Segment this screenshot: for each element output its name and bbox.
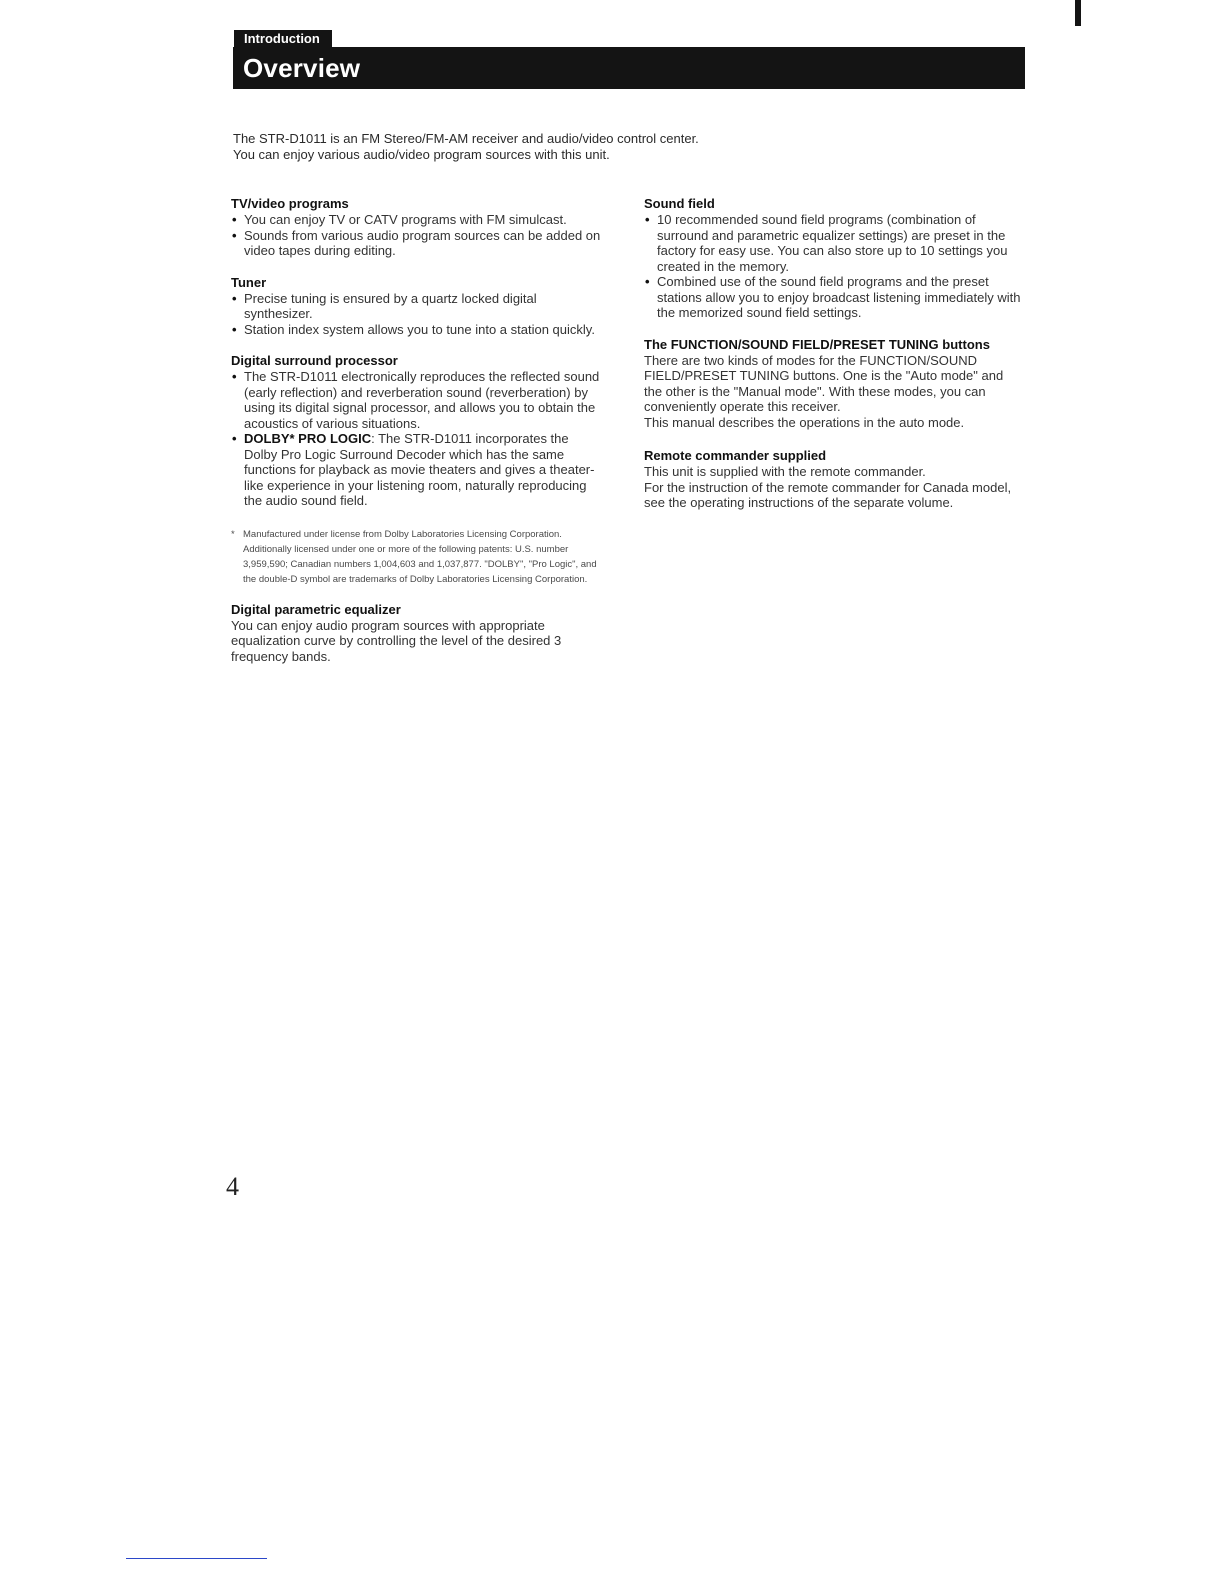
section-tab: Introduction: [234, 30, 332, 48]
list-item: • 10 recommended sound field programs (combination of surround and parametric equalizer settings) are preset in the factory for easy use. You can also store up to 10 settings you created in the memory.: [644, 212, 1024, 274]
bottom-rule: [126, 1558, 267, 1559]
list-item: • Station index system allows you to tune into a station quickly.: [231, 322, 601, 338]
list-item: • The STR-D1011 electronically reproduces the reflected sound (early reflection) and reverberation sound (reverberation) by using its digital signal processor, and allows you to obtain the acoustics of various situations.: [231, 369, 601, 431]
list-digital-surround: [231, 369, 601, 509]
heading-sound-field: Sound field: [644, 196, 715, 211]
footnote: [231, 527, 601, 588]
footnote-text: Manufactured under license from Dolby Laboratories Licensing Corporation. Additionally licensed under one or more of the following patents: U.S. number 3,959,590; Canadian numbers 1,004,603 and 1,037,877. "DOLBY", "Pro Logic", and the double-D symbol are trademarks of Dolby Laboratories Licensing Corporation.: [243, 528, 597, 586]
list-item: • Precise tuning is ensured by a quartz locked digital synthesizer.: [231, 291, 601, 322]
dolby-pro-logic-text: : The STR-D1011 incorporates the Dolby Pro Logic Surround Decoder which has the same functions for playback as movie theaters and gives a theater-like experience in your listening room, naturally reproducing the audio sound field.: [244, 431, 595, 508]
section-tuner: [231, 275, 601, 338]
heading-function-buttons: The FUNCTION/SOUND FIELD/PRESET TUNING buttons: [644, 336, 990, 352]
heading-tv-video: TV/video programs: [231, 196, 349, 211]
intro-line-2: You can enjoy various audio/video program sources with this unit.: [233, 147, 610, 162]
heading-remote: Remote commander supplied: [644, 448, 827, 463]
header-bar: [233, 47, 1025, 89]
section-remote: [644, 448, 1024, 511]
section-sound-field: [644, 196, 1024, 321]
section-digital-surround: [231, 353, 601, 509]
list-sound-field: [644, 212, 1024, 321]
corner-mark: [1075, 0, 1081, 26]
left-column: [231, 196, 601, 664]
section-function-buttons: [644, 337, 1024, 431]
section-tv-video: [231, 196, 601, 259]
list-item: • Combined use of the sound field programs and the preset stations allow you to enjoy broadcast listening immediately with the memorized sound field settings.: [644, 274, 1024, 321]
right-column: [644, 196, 1024, 511]
intro: [233, 131, 833, 163]
footnote-mark: *: [231, 528, 235, 540]
list-item: • Sounds from various audio program sources can be added on video tapes during editing.: [231, 228, 601, 259]
list-item: • You can enjoy TV or CATV programs with FM simulcast.: [231, 212, 601, 228]
heading-parametric-eq: Digital parametric equalizer: [231, 601, 401, 617]
section-parametric-eq: [231, 602, 601, 665]
page-number: 4: [226, 1172, 239, 1201]
dolby-pro-logic-label: DOLBY* PRO LOGIC: [244, 431, 372, 446]
text-parametric-eq: You can enjoy audio program sources with appropriate equalization curve by controlling the level of the desired 3 frequency bands.: [231, 617, 562, 664]
list-item: [231, 431, 601, 509]
list-tv-video: [231, 212, 601, 259]
text-remote-2: For the instruction of the remote commander for Canada model, see the operating instructions of the separate volume.: [644, 479, 1012, 510]
text-remote-1: This unit is supplied with the remote commander.: [644, 464, 926, 479]
text-function-2: This manual describes the operations in the auto mode.: [644, 414, 965, 430]
list-tuner: [231, 291, 601, 338]
page-title: Overview: [243, 53, 361, 83]
heading-digital-surround: Digital surround processor: [231, 353, 398, 368]
intro-line-1: The STR-D1011 is an FM Stereo/FM-AM receiver and audio/video control center.: [233, 131, 699, 146]
text-function-1: There are two kinds of modes for the FUNCTION/SOUND FIELD/PRESET TUNING buttons. One is the "Auto mode" and the other is the "Manual mode". With these modes, you can conveniently operate this receiver.: [644, 352, 1004, 414]
heading-tuner: Tuner: [231, 274, 267, 290]
